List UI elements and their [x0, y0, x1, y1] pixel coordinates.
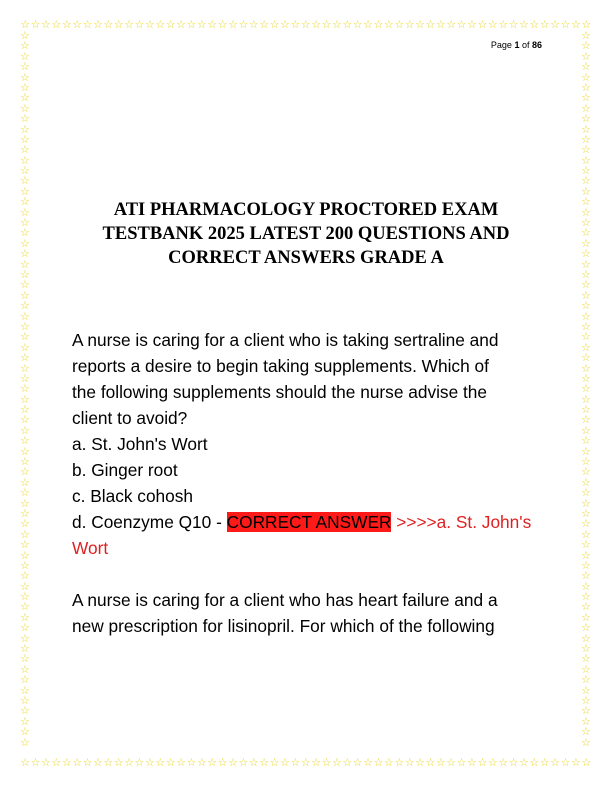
- star-icon: ☆: [20, 184, 30, 198]
- star-icon: ☆: [581, 517, 591, 531]
- star-icon: ☆: [467, 757, 477, 769]
- star-icon: ☆: [20, 361, 30, 375]
- star-icon: ☆: [581, 735, 591, 749]
- star-icon: ☆: [20, 694, 30, 707]
- star-icon: ☆: [581, 309, 591, 323]
- star-icon: ☆: [570, 757, 581, 769]
- question-1-option-c: c. Black cohosh: [72, 486, 194, 506]
- star-icon: ☆: [300, 19, 311, 31]
- star-icon: ☆: [20, 39, 30, 53]
- star-icon: ☆: [581, 548, 591, 562]
- star-icon: ☆: [581, 132, 591, 146]
- star-icon: ☆: [217, 19, 228, 31]
- star-icon: ☆: [290, 19, 301, 31]
- star-icon: ☆: [20, 351, 30, 365]
- star-icon: ☆: [581, 569, 591, 583]
- star-icon: ☆: [196, 757, 207, 769]
- star-icon: ☆: [581, 39, 591, 53]
- star-icon: ☆: [20, 143, 30, 157]
- star-icon: ☆: [581, 257, 591, 271]
- star-icon: ☆: [20, 423, 30, 437]
- star-icon: ☆: [165, 19, 176, 31]
- star-icon: ☆: [487, 19, 498, 31]
- star-icon: ☆: [20, 19, 31, 31]
- star-icon: ☆: [20, 330, 30, 344]
- star-icon: ☆: [20, 496, 30, 510]
- star-icon: ☆: [20, 506, 30, 520]
- star-icon: ☆: [155, 19, 166, 31]
- star-icon: ☆: [20, 382, 30, 396]
- star-icon: ☆: [373, 19, 384, 31]
- star-icon: ☆: [20, 590, 30, 604]
- star-icon: ☆: [498, 19, 509, 31]
- star-icon: ☆: [238, 19, 249, 31]
- star-icon: ☆: [51, 757, 62, 769]
- star-icon: ☆: [581, 49, 591, 63]
- star-icon: ☆: [581, 174, 591, 188]
- star-icon: ☆: [20, 600, 30, 614]
- star-icon: ☆: [20, 631, 30, 645]
- star-icon: ☆: [20, 455, 30, 469]
- star-icon: ☆: [20, 642, 30, 656]
- star-icon: ☆: [467, 19, 477, 31]
- star-icon: ☆: [92, 19, 103, 31]
- star-icon: ☆: [581, 486, 591, 500]
- star-icon: ☆: [311, 757, 322, 769]
- star-icon: ☆: [92, 757, 103, 769]
- star-icon: ☆: [352, 757, 363, 769]
- star-icon: ☆: [581, 267, 591, 281]
- star-icon: ☆: [581, 80, 591, 94]
- star-icon: ☆: [581, 683, 591, 697]
- star-icon: ☆: [113, 19, 124, 31]
- star-icon: ☆: [581, 673, 591, 687]
- star-icon: ☆: [20, 475, 30, 489]
- star-icon: ☆: [581, 299, 591, 313]
- star-icon: ☆: [581, 475, 591, 489]
- star-icon: ☆: [581, 382, 591, 396]
- star-icon: ☆: [581, 558, 591, 572]
- star-icon: ☆: [20, 704, 30, 718]
- star-icon: ☆: [144, 19, 155, 31]
- star-icon: ☆: [581, 164, 591, 178]
- star-icon: ☆: [321, 19, 332, 31]
- star-icon: ☆: [581, 278, 591, 292]
- star-icon: ☆: [269, 757, 280, 769]
- star-icon: ☆: [20, 31, 30, 42]
- star-icon: ☆: [570, 19, 581, 31]
- star-icon: ☆: [560, 19, 571, 31]
- page-number: [491, 40, 542, 50]
- star-icon: ☆: [311, 19, 322, 31]
- star-icon: ☆: [581, 70, 591, 84]
- star-icon: ☆: [20, 683, 30, 697]
- star-icon: ☆: [581, 694, 591, 707]
- star-icon: ☆: [331, 757, 342, 769]
- star-icon: ☆: [456, 757, 467, 769]
- star-icon: ☆: [20, 340, 30, 354]
- star-icon: ☆: [20, 205, 30, 219]
- star-icon: ☆: [20, 288, 30, 302]
- star-icon: ☆: [20, 247, 30, 261]
- star-icon: ☆: [529, 757, 540, 769]
- star-icon: ☆: [581, 527, 591, 541]
- star-icon: ☆: [176, 19, 186, 31]
- star-icon: ☆: [508, 757, 519, 769]
- star-icon: ☆: [155, 757, 166, 769]
- star-icon: ☆: [415, 757, 425, 769]
- star-icon: ☆: [20, 309, 30, 323]
- star-icon: ☆: [581, 579, 591, 593]
- star-icon: ☆: [20, 757, 31, 769]
- question-2-stem-line-2: new prescription for lisinopril. For which of the following: [72, 616, 495, 636]
- star-icon: ☆: [20, 714, 30, 728]
- star-icon: ☆: [124, 19, 135, 31]
- star-icon: ☆: [550, 757, 561, 769]
- star-icon: ☆: [238, 757, 249, 769]
- question-1-option-a: a. St. John's Wort: [72, 434, 208, 454]
- star-icon: ☆: [581, 340, 591, 354]
- star-icon: ☆: [20, 579, 30, 593]
- star-icon: ☆: [20, 569, 30, 583]
- star-icon: ☆: [581, 31, 591, 42]
- page-number-prefix: Page: [490, 40, 515, 50]
- star-icon: ☆: [20, 80, 30, 94]
- star-icon: ☆: [20, 434, 30, 448]
- star-icon: ☆: [20, 538, 30, 552]
- star-icon: ☆: [477, 757, 488, 769]
- star-icon: ☆: [519, 757, 529, 769]
- page-number-current: 1: [514, 40, 520, 50]
- star-icon: ☆: [415, 19, 425, 31]
- star-icon: ☆: [425, 757, 436, 769]
- star-icon: ☆: [560, 757, 571, 769]
- title-line-1: ATI PHARMACOLOGY PROCTORED EXAM: [113, 200, 499, 220]
- star-icon: ☆: [144, 757, 155, 769]
- star-icon: ☆: [581, 714, 591, 728]
- star-icon: ☆: [508, 19, 519, 31]
- star-icon: ☆: [113, 757, 124, 769]
- star-icon: ☆: [20, 465, 30, 479]
- star-icon: ☆: [20, 278, 30, 292]
- star-icon: ☆: [228, 757, 238, 769]
- star-icon: ☆: [20, 257, 30, 271]
- star-icon: ☆: [581, 704, 591, 718]
- star-icon: ☆: [41, 757, 51, 769]
- star-icon: ☆: [20, 662, 30, 676]
- star-icon: ☆: [581, 19, 592, 31]
- star-icon: ☆: [581, 652, 591, 666]
- question-gap: [72, 561, 542, 587]
- star-icon: ☆: [20, 153, 30, 167]
- correct-answer-text-2: Wort: [72, 538, 109, 558]
- star-icon: ☆: [228, 19, 238, 31]
- star-icon: ☆: [477, 19, 488, 31]
- star-icon: ☆: [581, 226, 591, 240]
- star-icon: ☆: [176, 757, 186, 769]
- question-2: [72, 587, 542, 639]
- star-icon: ☆: [581, 631, 591, 645]
- star-icon: ☆: [342, 19, 353, 31]
- star-icon: ☆: [581, 423, 591, 437]
- star-icon: ☆: [196, 19, 207, 31]
- star-icon: ☆: [30, 757, 41, 769]
- star-icon: ☆: [259, 757, 270, 769]
- star-icon: ☆: [20, 49, 30, 63]
- star-icon: ☆: [581, 153, 591, 167]
- star-icon: ☆: [20, 652, 30, 666]
- star-icon: ☆: [581, 725, 591, 739]
- star-icon: ☆: [581, 91, 591, 105]
- document-title: [80, 198, 532, 270]
- star-icon: ☆: [487, 757, 498, 769]
- question-1-stem-line-3: the following supplements should the nurse advise the: [72, 382, 488, 402]
- star-icon: ☆: [20, 70, 30, 84]
- star-border-left: [20, 31, 32, 757]
- star-icon: ☆: [581, 757, 592, 769]
- correct-answer-tag: CORRECT ANSWER: [226, 512, 392, 532]
- star-icon: ☆: [248, 19, 259, 31]
- star-icon: ☆: [280, 757, 290, 769]
- question-1: [72, 327, 542, 561]
- star-icon: ☆: [61, 19, 72, 31]
- star-icon: ☆: [186, 19, 197, 31]
- star-icon: ☆: [581, 361, 591, 375]
- star-icon: ☆: [20, 91, 30, 105]
- star-border-bottom: [20, 757, 593, 769]
- star-icon: ☆: [581, 506, 591, 520]
- question-1-stem-line-4: client to avoid?: [72, 408, 188, 428]
- star-icon: ☆: [20, 319, 30, 333]
- star-icon: ☆: [20, 371, 30, 385]
- star-icon: ☆: [269, 19, 280, 31]
- star-icon: ☆: [20, 610, 30, 624]
- star-icon: ☆: [20, 195, 30, 209]
- star-icon: ☆: [217, 757, 228, 769]
- star-icon: ☆: [186, 757, 197, 769]
- question-1-stem-line-2: reports a desire to begin taking supplements. Which of: [72, 356, 489, 376]
- star-icon: ☆: [383, 19, 394, 31]
- star-icon: ☆: [300, 757, 311, 769]
- star-icon: ☆: [134, 19, 145, 31]
- star-icon: ☆: [581, 205, 591, 219]
- star-icon: ☆: [207, 19, 218, 31]
- star-icon: ☆: [280, 19, 290, 31]
- question-2-stem-line-1: A nurse is caring for a client who has heart failure and a: [72, 590, 498, 610]
- star-icon: ☆: [20, 60, 30, 74]
- star-icon: ☆: [581, 413, 591, 427]
- star-icon: ☆: [82, 19, 93, 31]
- star-icon: ☆: [20, 725, 30, 739]
- star-border-right: [581, 31, 593, 757]
- star-icon: ☆: [581, 236, 591, 250]
- star-icon: ☆: [581, 319, 591, 333]
- star-icon: ☆: [20, 548, 30, 562]
- star-icon: ☆: [404, 19, 415, 31]
- star-icon: ☆: [581, 403, 591, 417]
- star-icon: ☆: [103, 757, 114, 769]
- star-icon: ☆: [394, 19, 405, 31]
- star-icon: ☆: [581, 610, 591, 624]
- star-icon: ☆: [72, 19, 83, 31]
- star-icon: ☆: [41, 19, 51, 31]
- star-icon: ☆: [456, 19, 467, 31]
- star-icon: ☆: [581, 392, 591, 406]
- star-icon: ☆: [373, 757, 384, 769]
- star-icon: ☆: [20, 132, 30, 146]
- star-icon: ☆: [20, 413, 30, 427]
- star-icon: ☆: [581, 496, 591, 510]
- document-body: [72, 327, 542, 639]
- star-icon: ☆: [124, 757, 135, 769]
- star-icon: ☆: [363, 757, 374, 769]
- star-icon: ☆: [581, 184, 591, 198]
- star-icon: ☆: [581, 351, 591, 365]
- star-icon: ☆: [321, 757, 332, 769]
- star-icon: ☆: [20, 101, 30, 115]
- star-icon: ☆: [20, 392, 30, 406]
- star-icon: ☆: [72, 757, 83, 769]
- star-icon: ☆: [20, 444, 30, 458]
- star-icon: ☆: [581, 662, 591, 676]
- star-icon: ☆: [134, 757, 145, 769]
- star-icon: ☆: [207, 757, 218, 769]
- star-icon: ☆: [581, 122, 591, 136]
- star-icon: ☆: [20, 112, 30, 126]
- star-icon: ☆: [20, 122, 30, 136]
- star-icon: ☆: [581, 465, 591, 479]
- star-icon: ☆: [20, 226, 30, 240]
- star-icon: ☆: [581, 101, 591, 115]
- page-number-separator: of: [519, 40, 532, 50]
- star-icon: ☆: [20, 216, 30, 230]
- star-icon: ☆: [20, 164, 30, 178]
- star-icon: ☆: [581, 195, 591, 209]
- star-icon: ☆: [383, 757, 394, 769]
- correct-answer-text-1: >>>>a. St. John's: [391, 512, 532, 532]
- star-icon: ☆: [259, 19, 270, 31]
- title-line-2: TESTBANK 2025 LATEST 200 QUESTIONS AND: [102, 224, 510, 244]
- star-icon: ☆: [446, 19, 457, 31]
- star-icon: ☆: [581, 143, 591, 157]
- star-icon: ☆: [404, 757, 415, 769]
- star-icon: ☆: [165, 757, 176, 769]
- star-icon: ☆: [290, 757, 301, 769]
- star-icon: ☆: [20, 236, 30, 250]
- star-icon: ☆: [550, 19, 561, 31]
- star-icon: ☆: [581, 590, 591, 604]
- star-icon: ☆: [581, 371, 591, 385]
- star-icon: ☆: [435, 757, 446, 769]
- star-icon: ☆: [82, 757, 93, 769]
- star-icon: ☆: [20, 673, 30, 687]
- question-1-option-b: b. Ginger root: [72, 460, 178, 480]
- star-icon: ☆: [20, 486, 30, 500]
- star-icon: ☆: [539, 757, 550, 769]
- star-icon: ☆: [581, 434, 591, 448]
- star-icon: ☆: [103, 19, 114, 31]
- star-border-top: [20, 19, 593, 31]
- page-number-total: 86: [531, 40, 542, 50]
- star-icon: ☆: [20, 621, 30, 635]
- star-icon: ☆: [581, 642, 591, 656]
- star-icon: ☆: [248, 757, 259, 769]
- star-icon: ☆: [425, 19, 436, 31]
- star-icon: ☆: [529, 19, 540, 31]
- star-icon: ☆: [342, 757, 353, 769]
- star-icon: ☆: [581, 600, 591, 614]
- star-icon: ☆: [363, 19, 374, 31]
- star-icon: ☆: [20, 403, 30, 417]
- star-icon: ☆: [581, 60, 591, 74]
- star-icon: ☆: [51, 19, 62, 31]
- star-icon: ☆: [446, 757, 457, 769]
- question-1-stem-line-1: A nurse is caring for a client who is taking sertraline and: [72, 330, 499, 350]
- star-icon: ☆: [581, 444, 591, 458]
- star-icon: ☆: [20, 527, 30, 541]
- question-1-option-d-line: [72, 509, 542, 535]
- star-icon: ☆: [519, 19, 529, 31]
- title-line-3: CORRECT ANSWERS GRADE A: [168, 248, 444, 268]
- star-icon: ☆: [20, 267, 30, 281]
- star-icon: ☆: [435, 19, 446, 31]
- star-icon: ☆: [394, 757, 405, 769]
- star-icon: ☆: [20, 299, 30, 313]
- star-icon: ☆: [539, 19, 550, 31]
- star-icon: ☆: [581, 330, 591, 344]
- star-icon: ☆: [581, 247, 591, 261]
- star-icon: ☆: [30, 19, 41, 31]
- star-icon: ☆: [331, 19, 342, 31]
- star-icon: ☆: [20, 517, 30, 531]
- star-icon: ☆: [581, 455, 591, 469]
- star-icon: ☆: [61, 757, 72, 769]
- star-icon: ☆: [20, 735, 30, 749]
- star-icon: ☆: [581, 216, 591, 230]
- star-icon: ☆: [581, 538, 591, 552]
- star-icon: ☆: [352, 19, 363, 31]
- star-icon: ☆: [20, 174, 30, 188]
- star-icon: ☆: [581, 288, 591, 302]
- star-icon: ☆: [498, 757, 509, 769]
- star-icon: ☆: [581, 621, 591, 635]
- star-icon: ☆: [581, 112, 591, 126]
- star-icon: ☆: [20, 558, 30, 572]
- question-1-option-d: d. Coenzyme Q10 -: [72, 512, 227, 532]
